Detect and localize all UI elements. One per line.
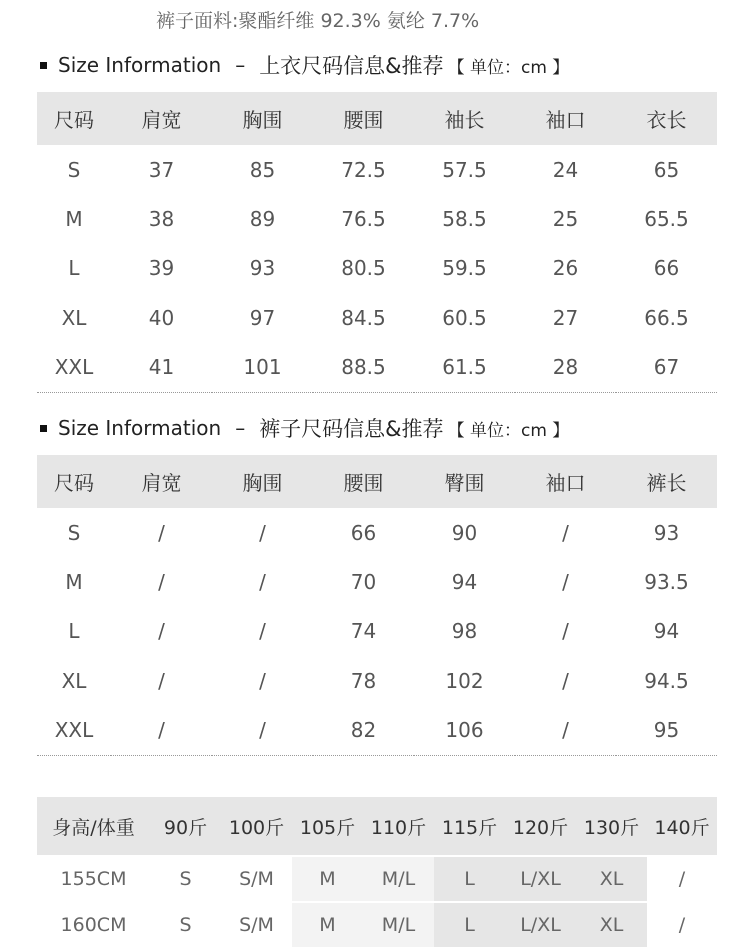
table-row <box>37 293 717 342</box>
column-header: 臀围 <box>414 455 515 508</box>
table-header-row <box>37 92 717 145</box>
table-cell: 76.5 <box>341 207 386 232</box>
table-cell: 98 <box>451 619 478 644</box>
table-cell: 66 <box>653 256 680 281</box>
table-cell: 78 <box>350 668 377 693</box>
column-header: 尺码 <box>37 455 111 508</box>
table-cell: 160CM <box>37 902 150 947</box>
table-cell: XL <box>576 856 647 902</box>
table-cell: 60.5 <box>442 305 487 330</box>
table-row <box>37 244 717 293</box>
table-cell: / <box>562 619 569 644</box>
table-cell: 24 <box>552 157 579 182</box>
fabric-composition: 裤子面料:聚酯纤维 92.3% 氨纶 7.7% <box>156 10 480 32</box>
table-cell: / <box>158 570 165 595</box>
column-header: 胸围 <box>212 92 313 145</box>
table-cell: / <box>647 856 717 902</box>
table-cell: 80.5 <box>341 256 386 281</box>
column-header: 衣长 <box>616 92 717 145</box>
table-cell: XL <box>576 902 647 947</box>
table-cell: / <box>111 706 212 756</box>
table-cell: 58.5 <box>442 207 487 232</box>
column-header: 袖口 <box>515 455 616 508</box>
top-size-table <box>37 92 717 393</box>
table-cell: M <box>292 856 363 902</box>
column-header: 尺码 <box>37 92 111 145</box>
column-header: 腰围 <box>313 455 414 508</box>
table-cell: 39 <box>148 256 175 281</box>
table-row <box>37 557 717 606</box>
table-cell: 94 <box>451 570 478 595</box>
column-header: 身高/体重 <box>37 797 150 856</box>
table-cell: XXL <box>37 706 111 756</box>
table-header-row <box>37 797 717 856</box>
table-cell: 106 <box>414 706 515 756</box>
table-cell: 67 <box>616 343 717 393</box>
heading-en: Size Information <box>58 416 222 440</box>
table-cell: S/M <box>221 856 292 902</box>
table-cell: 74 <box>350 619 377 644</box>
table-cell: XL <box>61 668 87 693</box>
table-cell: L/XL <box>505 902 576 947</box>
table-row <box>37 706 717 756</box>
table-cell: / <box>212 706 313 756</box>
table-cell: 155CM <box>37 856 150 902</box>
table-cell: 85 <box>249 157 276 182</box>
column-header: 105斤 <box>292 797 363 856</box>
table-cell: 82 <box>313 706 414 756</box>
table-cell: 72.5 <box>341 157 386 182</box>
column-header: 120斤 <box>505 797 576 856</box>
table-cell: S <box>67 157 81 182</box>
top-size-heading <box>40 50 569 80</box>
table-cell: 40 <box>148 305 175 330</box>
table-row <box>37 194 717 243</box>
column-header: 胸围 <box>212 455 313 508</box>
table-cell: L <box>68 619 80 644</box>
table-cell: 89 <box>249 207 276 232</box>
table-cell: 25 <box>552 207 579 232</box>
table-cell: S <box>67 520 81 545</box>
table-cell: 97 <box>249 305 276 330</box>
table-cell: S/M <box>221 902 292 947</box>
column-header: 肩宽 <box>111 92 212 145</box>
table-cell: 65 <box>653 157 680 182</box>
table-cell: L <box>434 902 505 947</box>
table-cell: / <box>158 520 165 545</box>
table-cell: 93 <box>249 256 276 281</box>
table-cell: 95 <box>616 706 717 756</box>
bullet-icon <box>40 62 47 69</box>
table-cell: 57.5 <box>442 157 487 182</box>
table-header-row <box>37 455 717 508</box>
table-cell: M/L <box>363 902 434 947</box>
table-cell: / <box>562 668 569 693</box>
table-cell: 88.5 <box>313 343 414 393</box>
table-cell: 38 <box>148 207 175 232</box>
column-header: 110斤 <box>363 797 434 856</box>
table-cell: / <box>562 520 569 545</box>
table-cell: 41 <box>111 343 212 393</box>
table-cell: M <box>292 902 363 947</box>
table-cell: 66 <box>350 520 377 545</box>
recommend-table <box>37 797 717 947</box>
table-cell: L <box>434 856 505 902</box>
table-cell: M <box>65 207 83 232</box>
table-cell: 61.5 <box>414 343 515 393</box>
heading-cn: 上衣尺码信息&推荐 <box>259 54 444 78</box>
column-header: 袖口 <box>515 92 616 145</box>
pants-size-heading <box>40 413 569 443</box>
table-cell: 66.5 <box>644 305 689 330</box>
column-header: 130斤 <box>576 797 647 856</box>
column-header: 腰围 <box>313 92 414 145</box>
table-row <box>37 902 717 947</box>
table-cell: / <box>259 570 266 595</box>
column-header: 肩宽 <box>111 455 212 508</box>
table-row <box>37 343 717 393</box>
column-header: 90斤 <box>150 797 221 856</box>
table-cell: 27 <box>552 305 579 330</box>
table-cell: 94.5 <box>644 668 689 693</box>
bullet-icon <box>40 425 47 432</box>
table-cell: / <box>259 668 266 693</box>
table-cell: 70 <box>350 570 377 595</box>
table-cell: M <box>65 570 83 595</box>
heading-cn: 裤子尺码信息&推荐 <box>259 417 444 441</box>
table-cell: / <box>158 668 165 693</box>
table-cell: / <box>259 520 266 545</box>
heading-en: Size Information <box>58 53 222 77</box>
table-cell: 26 <box>552 256 579 281</box>
table-cell: / <box>515 706 616 756</box>
table-cell: 84.5 <box>341 305 386 330</box>
table-cell: 94 <box>653 619 680 644</box>
column-header: 裤长 <box>616 455 717 508</box>
heading-unit: 【 单位：cm 】 <box>447 57 570 78</box>
table-cell: L <box>68 256 80 281</box>
table-cell: 65.5 <box>644 207 689 232</box>
table-cell: 101 <box>212 343 313 393</box>
table-cell: S <box>150 902 221 947</box>
heading-dash: – <box>235 416 246 440</box>
table-cell: M/L <box>363 856 434 902</box>
table-cell: 102 <box>445 668 484 693</box>
table-cell: 37 <box>148 157 175 182</box>
table-cell: 59.5 <box>442 256 487 281</box>
table-cell: / <box>259 619 266 644</box>
column-header: 140斤 <box>647 797 717 856</box>
column-header: 115斤 <box>434 797 505 856</box>
table-cell: / <box>562 570 569 595</box>
table-cell: / <box>158 619 165 644</box>
table-cell: 93 <box>653 520 680 545</box>
pants-size-table <box>37 455 717 756</box>
table-cell: L/XL <box>505 856 576 902</box>
table-cell: XL <box>61 305 87 330</box>
table-row <box>37 508 717 557</box>
table-row <box>37 607 717 656</box>
table-cell: / <box>647 902 717 947</box>
table-row <box>37 145 717 194</box>
heading-dash: – <box>235 53 246 77</box>
table-row <box>37 856 717 902</box>
table-cell: 28 <box>515 343 616 393</box>
table-cell: 93.5 <box>644 570 689 595</box>
heading-unit: 【 单位：cm 】 <box>447 420 570 441</box>
table-row <box>37 656 717 705</box>
table-cell: XXL <box>37 343 111 393</box>
column-header: 100斤 <box>221 797 292 856</box>
column-header: 袖长 <box>414 92 515 145</box>
table-cell: S <box>150 856 221 902</box>
table-cell: 90 <box>451 520 478 545</box>
